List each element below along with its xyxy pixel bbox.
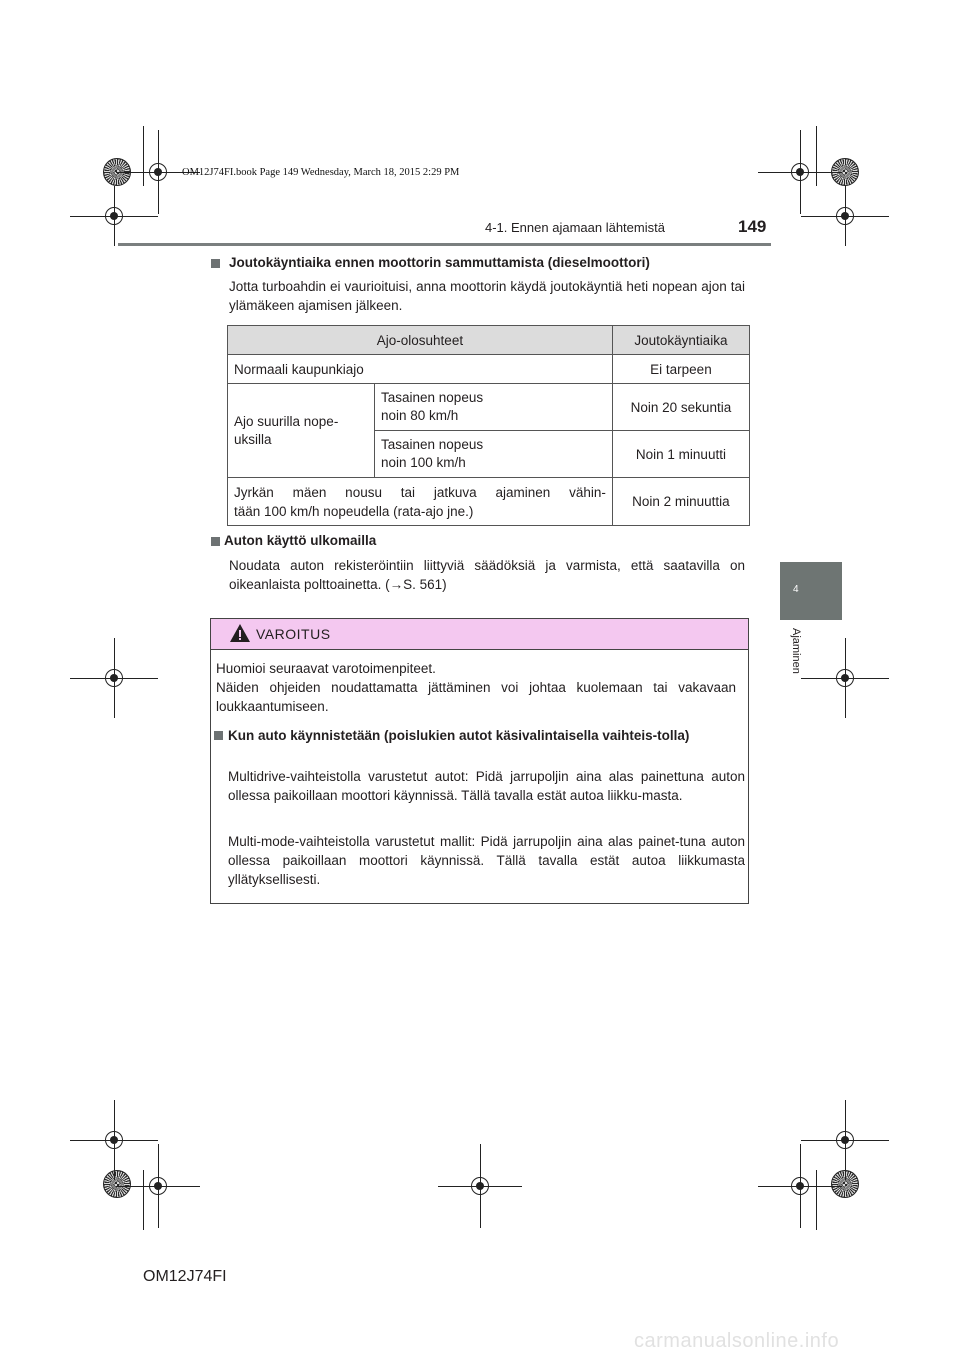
- abroad-paragraph-text: Noudata auton rekisteröintiin liittyviä säädöksiä ja varmista, että saatavilla on oikeanlaista polttoainetta. (: [229, 558, 745, 592]
- crop-mark: [143, 126, 144, 186]
- watermark: carmanualsonline.info: [634, 1330, 840, 1352]
- warning-intro-line2: Näiden ohjeiden noudattamatta jättäminen voi johtaa kuolemaan tai vakavaan loukkaantumiseen.: [216, 680, 736, 714]
- table-row: [228, 355, 750, 384]
- warning-paragraph: Multidrive-vaihteistolla varustetut autot: Pidä jarrupoljin aina alas painettuna auton ollessa paikoillaan moottori käynnissä. Tällä tavalla estät autoa liikku-masta.: [228, 769, 745, 803]
- table-cell-line: Tasainen nopeus: [381, 437, 484, 452]
- table-header-cell: Ajo-olosuhteet: [228, 326, 613, 355]
- crop-mark: [816, 1170, 817, 1230]
- table-cell-line: noin 100 km/h: [381, 455, 466, 470]
- header-rule: [118, 243, 771, 246]
- table-row: [228, 478, 750, 526]
- table-cell: Noin 2 minuuttia: [612, 478, 749, 526]
- warning-header: [211, 619, 748, 650]
- registration-star-icon: [103, 1170, 131, 1198]
- warning-title: VAROITUS: [256, 626, 331, 642]
- idle-section-paragraph: Jotta turboahdin ei vaurioituisi, anna moottorin käydä joutokäyntiä heti nopean ajon tai ylämäkeen ajamisen jälkeen.: [229, 279, 745, 313]
- table-cell: [228, 478, 613, 526]
- chapter-side-label: [784, 628, 808, 698]
- section-title: 4-1. Ennen ajamaan lähtemistä: [485, 220, 665, 235]
- book-info-stamp: OM12J74FI.book Page 149 Wednesday, March 18, 2015 2:29 PM: [182, 167, 460, 178]
- table-cell-line: Ajo suurilla nope-: [234, 413, 339, 429]
- chapter-number: 4: [793, 584, 799, 595]
- table-header-row: [228, 326, 750, 355]
- abroad-section-paragraph: [229, 556, 745, 594]
- chapter-tab: [780, 562, 842, 620]
- bullet-square-icon: [214, 731, 223, 740]
- warning-paragraph: Multi-mode-vaihteistolla varustetut mallit: Pidä jarrupoljin aina alas painet-tuna auton ollessa paikoillaan moottori käynnissä. Tällä tavalla estät autoa liikkumasta yllätyksellisesti.: [228, 834, 745, 887]
- table-cell-line: noin 80 km/h: [381, 408, 459, 423]
- table-row: [228, 384, 750, 431]
- table-cell: Noin 20 sekuntia: [612, 384, 749, 431]
- page-number: 149: [738, 217, 767, 236]
- crop-mark: [816, 126, 817, 186]
- table-cell: Ei tarpeen: [612, 355, 749, 384]
- table-cell-line: Jyrkän mäen nousu tai jatkuva ajaminen vähin-: [234, 484, 606, 500]
- chapter-name: Ajaminen: [790, 628, 802, 674]
- table-cell: Normaali kaupunkiajo: [228, 355, 613, 384]
- table-header-cell: Joutokäyntiaika: [612, 326, 749, 355]
- crop-mark: [143, 1170, 144, 1230]
- idle-time-table: [227, 325, 750, 526]
- table-cell: [228, 384, 375, 478]
- table-cell: Noin 1 minuutti: [612, 431, 749, 478]
- warning-box: [210, 618, 749, 904]
- warning-intro-line1: Huomioi seuraavat varotoimenpiteet.: [216, 661, 436, 676]
- bullet-square-icon: [211, 259, 220, 268]
- abroad-section-heading: Auton käyttö ulkomailla: [224, 533, 377, 548]
- table-cell: [375, 431, 613, 478]
- table-cell-line: uksilla: [234, 431, 272, 447]
- idle-section-heading: Joutokäyntiaika ennen moottorin sammuttamista (dieselmoottori): [229, 255, 650, 270]
- page-reference-link[interactable]: S. 561): [403, 577, 447, 592]
- warning-triangle-icon: [229, 622, 251, 644]
- page-reference-arrow: →: [389, 577, 404, 592]
- table-cell: [375, 384, 613, 431]
- bullet-square-icon: [211, 537, 220, 546]
- table-cell-line: tään 100 km/h nopeudella (rata-ajo jne.): [234, 503, 474, 519]
- warning-subheading: Kun auto käynnistetään (poislukien autot käsivalintaisella vaihteis-tolla): [228, 728, 690, 743]
- table-cell-line: Tasainen nopeus: [381, 390, 484, 405]
- manual-code: OM12J74FI: [143, 1268, 227, 1285]
